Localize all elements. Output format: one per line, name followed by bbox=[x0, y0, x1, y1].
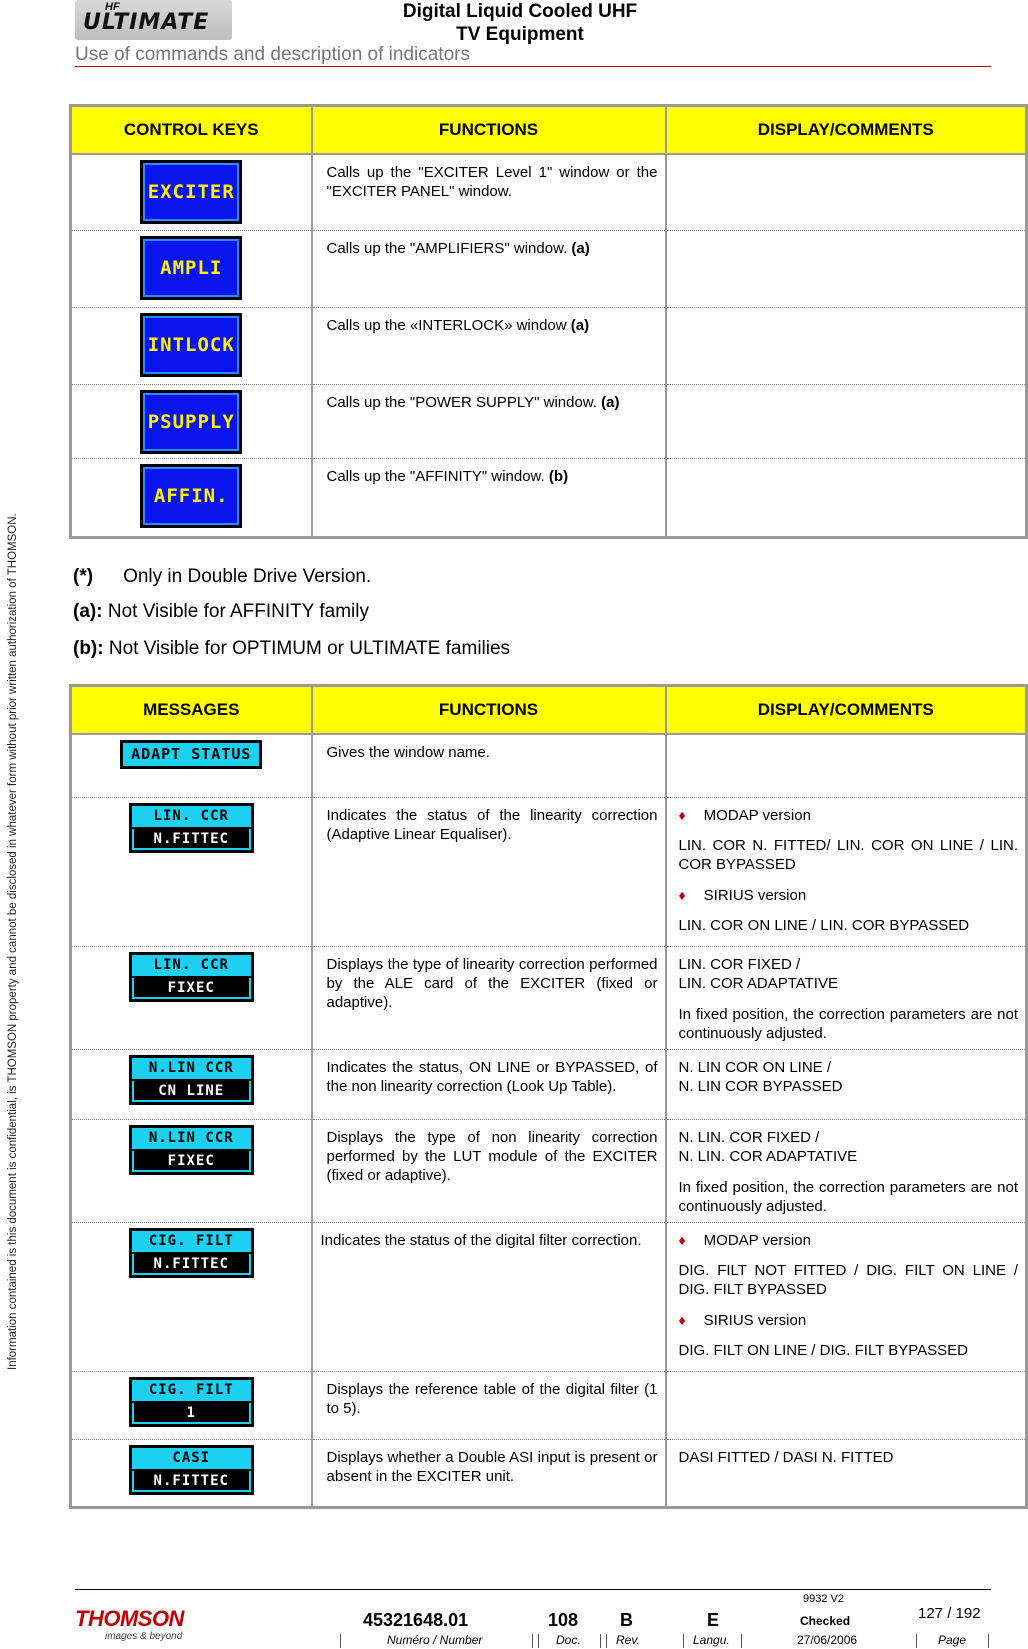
footer-separator bbox=[600, 1634, 601, 1648]
label-page: Page bbox=[938, 1633, 967, 1647]
comment-cell: N. LIN COR ON LINE / N. LIN COR BYPASSED bbox=[666, 1050, 1027, 1120]
footer-separator bbox=[916, 1634, 917, 1648]
diamond-bullet-icon: ♦ bbox=[678, 1232, 686, 1248]
bullet-item: ♦ MODAP version bbox=[678, 807, 811, 824]
thomson-logo: THOMSON bbox=[75, 1606, 184, 1631]
lin-cor-status-display: LIN. CCR N.FITTEC bbox=[129, 803, 254, 853]
affinity-key[interactable]: AFFIN. bbox=[140, 464, 242, 528]
table-row bbox=[71, 154, 1027, 231]
intlock-key[interactable]: INTLOCK bbox=[140, 313, 242, 377]
header-divider bbox=[75, 66, 991, 67]
table-row bbox=[71, 1223, 1027, 1372]
table-row bbox=[71, 1120, 1027, 1223]
function-cell: Displays the type of non linearity correction performed by the LUT module of the EXCITER (fixed or adaptive). bbox=[312, 1120, 666, 1223]
header-messages: MESSAGES bbox=[71, 686, 312, 734]
footer-separator bbox=[683, 1634, 684, 1648]
footer-separator bbox=[532, 1634, 533, 1648]
doc-code: 108 bbox=[548, 1610, 579, 1630]
bullet-item: ♦ MODAP version bbox=[678, 1232, 811, 1249]
note-a: (a): Not Visible for AFFINITY family bbox=[73, 601, 369, 622]
comment-cell bbox=[666, 154, 1027, 231]
label-number: Numéro / Number bbox=[387, 1633, 483, 1647]
bullet-item: ♦ SIRIUS version bbox=[678, 1312, 807, 1329]
table-row bbox=[71, 947, 1027, 1050]
comment-cell: DASI FITTED / DASI N. FITTED bbox=[666, 1440, 1027, 1508]
lin-cor-type-display: LIN. CCR FIXEC bbox=[129, 952, 254, 1002]
psupply-key[interactable]: PSUPPLY bbox=[140, 390, 242, 454]
confidentiality-notice: Information contained is this document is confidential, is THOMSON property and cannot be disclosed in whatever form without prior written authorization of THOMSON. bbox=[7, 513, 19, 1370]
title-line-2: TV Equipment bbox=[456, 24, 584, 45]
footer-separator bbox=[538, 1634, 539, 1648]
page-subtitle: Use of commands and description of indicators bbox=[75, 44, 470, 65]
label-doc: Doc. bbox=[556, 1633, 581, 1647]
note-b: (b): Not Visible for OPTIMUM or ULTIMATE families bbox=[73, 638, 511, 659]
table-row bbox=[71, 459, 1027, 538]
title-line-1: Digital Liquid Cooled UHF bbox=[402, 1, 638, 22]
function-cell: Indicates the status, ON LINE or BYPASSED, of the non linearity correction (Look Up Table). bbox=[312, 1050, 666, 1120]
checked-label: Checked bbox=[800, 1614, 851, 1628]
footer-separator bbox=[606, 1634, 607, 1648]
function-cell: Displays whether a Double ASI input is present or absent in the EXCITER unit. bbox=[312, 1440, 666, 1508]
doc-language: E bbox=[707, 1610, 720, 1630]
table-header-row bbox=[71, 106, 1027, 154]
function-cell: Calls up the "EXCITER Level 1" window or the "EXCITER PANEL" window. bbox=[312, 154, 666, 231]
ampli-key[interactable]: AMPLI bbox=[140, 236, 242, 300]
comment-cell bbox=[666, 459, 1027, 538]
doc-number: 45321648.01 bbox=[363, 1610, 469, 1630]
table-row bbox=[71, 308, 1027, 385]
footer-separator bbox=[988, 1634, 989, 1648]
comment-cell bbox=[666, 308, 1027, 385]
thomson-tagline: images & beyond bbox=[105, 1631, 183, 1642]
header-control-keys: CONTROL KEYS bbox=[71, 106, 312, 154]
header-functions: FUNCTIONS bbox=[312, 686, 666, 734]
dig-filt-table-display: CIG. FILT 1 bbox=[129, 1377, 254, 1427]
table-row bbox=[71, 1440, 1027, 1508]
comment-cell: LIN. COR FIXED / LIN. COR ADAPTATIVE In fixed position, the correction parameters are not continuously adjusted. bbox=[666, 947, 1027, 1050]
label-rev: Rev. bbox=[616, 1633, 640, 1647]
exciter-key[interactable]: EXCITER bbox=[140, 160, 242, 224]
doc-date: 27/06/2006 bbox=[797, 1633, 858, 1647]
table-row bbox=[71, 385, 1027, 459]
header-display-comments: DISPLAY/COMMENTS bbox=[666, 686, 1027, 734]
function-cell: Gives the window name. bbox=[312, 734, 666, 798]
footer-divider bbox=[75, 1589, 991, 1590]
diamond-bullet-icon: ♦ bbox=[678, 1312, 686, 1328]
diamond-bullet-icon: ♦ bbox=[678, 807, 686, 823]
table-header-row bbox=[71, 686, 1027, 734]
function-cell: Calls up the "POWER SUPPLY" window. (a) bbox=[312, 385, 666, 459]
comment-cell: ♦ MODAP version DIG. FILT NOT FITTED / DIG. FILT ON LINE / DIG. FILT BYPASSED ♦ SIRIUS version DIG. FILT ON LINE / DIG. FILT BYPASSED bbox=[666, 1223, 1027, 1372]
header-display-comments: DISPLAY/COMMENTS bbox=[666, 106, 1027, 154]
ultimate-logo bbox=[75, 0, 232, 40]
logo-hf: HF bbox=[105, 1, 120, 13]
comment-cell: ♦ MODAP version LIN. COR N. FITTED/ LIN. COR ON LINE / LIN. COR BYPASSED ♦ SIRIUS version LIN. COR ON LINE / LIN. COR BYPASSED bbox=[666, 798, 1027, 947]
adapt-status-display: ADAPT STATUS bbox=[120, 740, 262, 769]
doc-revision: B bbox=[620, 1610, 633, 1630]
function-cell: Indicates the status of the linearity correction (Adaptive Linear Equaliser). bbox=[312, 798, 666, 947]
nlin-cor-type-display: N.LIN CCR FIXEC bbox=[129, 1125, 254, 1175]
table-row bbox=[71, 231, 1027, 308]
footer-separator bbox=[741, 1634, 742, 1648]
nlin-cor-status-display: N.LIN CCR CN LINE bbox=[129, 1055, 254, 1105]
function-cell: Calls up the "AFFINITY" window. (b) bbox=[312, 459, 666, 538]
comment-cell: N. LIN. COR FIXED / N. LIN. COR ADAPTATIVE In fixed position, the correction parameters are not continuously adjusted. bbox=[666, 1120, 1027, 1223]
function-cell: Displays the reference table of the digital filter (1 to 5). bbox=[312, 1372, 666, 1440]
dasi-display: CASI N.FITTEC bbox=[129, 1445, 254, 1495]
comment-cell bbox=[666, 385, 1027, 459]
dig-filt-status-display: CIG. FILT N.FITTEC bbox=[129, 1228, 254, 1278]
diamond-bullet-icon: ♦ bbox=[678, 887, 686, 903]
function-cell: Displays the type of linearity correction performed by the ALE card of the EXCITER (fixed or adaptive). bbox=[312, 947, 666, 1050]
header-functions: FUNCTIONS bbox=[312, 106, 666, 154]
table-row bbox=[71, 734, 1027, 798]
comment-cell bbox=[666, 734, 1027, 798]
comment-cell bbox=[666, 231, 1027, 308]
comment-cell bbox=[666, 1372, 1027, 1440]
table-row bbox=[71, 1372, 1027, 1440]
page-number: 127 / 192 bbox=[918, 1605, 981, 1622]
function-cell: Calls up the "AMPLIFIERS" window. (a) bbox=[312, 231, 666, 308]
table-row bbox=[71, 798, 1027, 947]
function-cell: Calls up the «INTERLOCK» window (a) bbox=[312, 308, 666, 385]
function-cell: Indicates the status of the digital filter correction. bbox=[312, 1223, 666, 1372]
footer-separator bbox=[340, 1634, 341, 1648]
page-title bbox=[340, 0, 700, 46]
note-double-drive: (*) Only in Double Drive Version. bbox=[73, 566, 372, 587]
table-row bbox=[71, 1050, 1027, 1120]
doc-version: 9932 V2 bbox=[803, 1593, 844, 1605]
bullet-item: ♦ SIRIUS version bbox=[678, 887, 807, 904]
control-keys-table bbox=[69, 104, 1028, 539]
logo-text: ULTIMATE bbox=[83, 10, 210, 35]
label-lang: Langu. bbox=[693, 1633, 730, 1647]
messages-table bbox=[69, 684, 1028, 1509]
